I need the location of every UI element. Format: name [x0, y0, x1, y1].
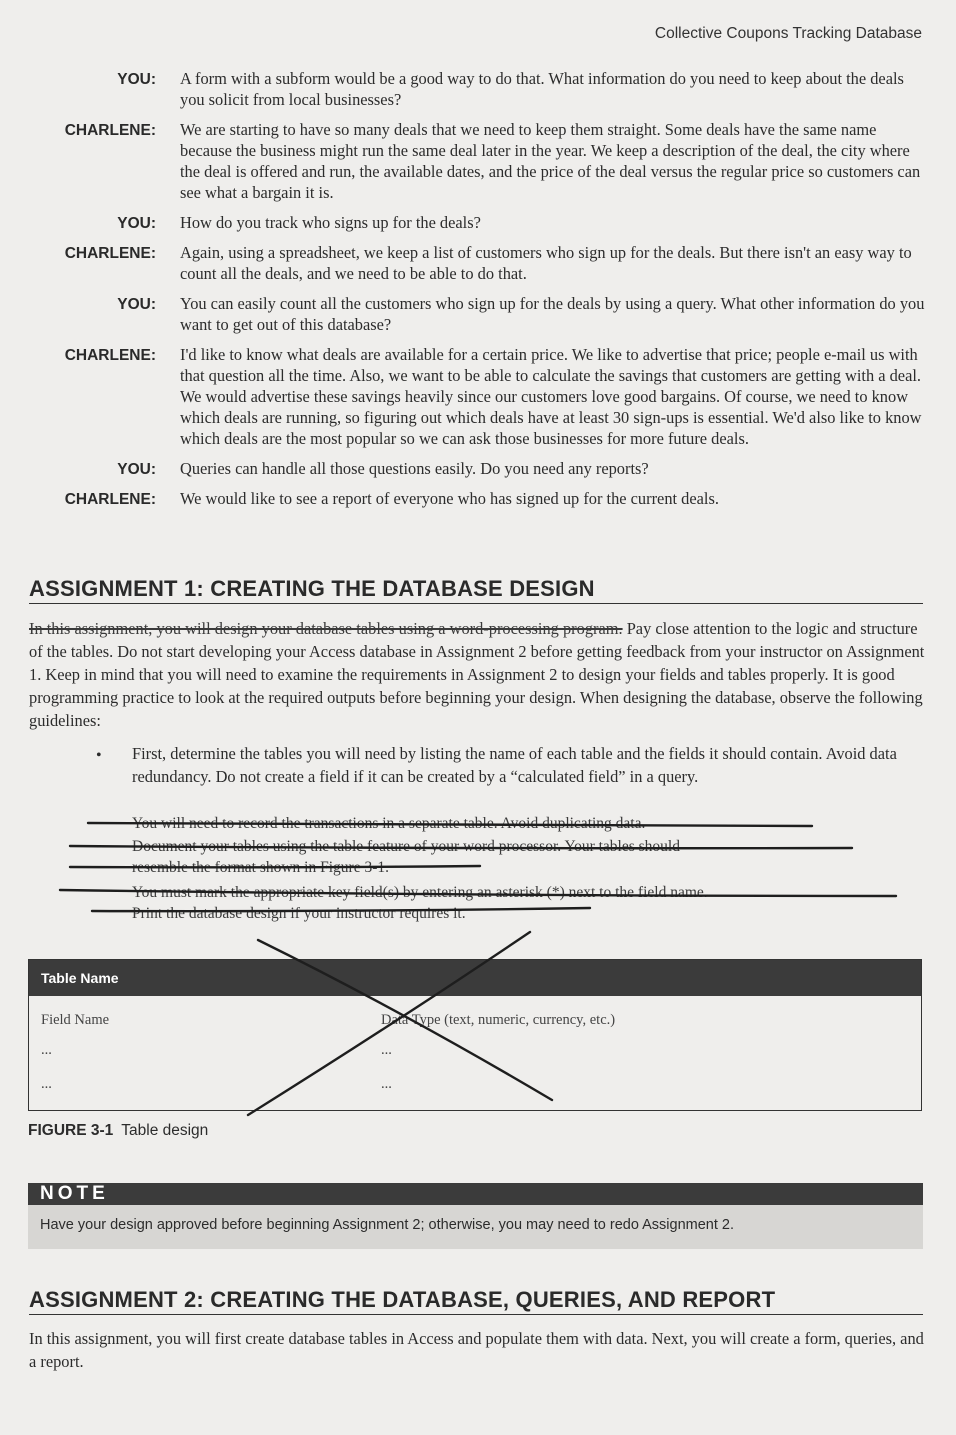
assignment1-intro — [29, 617, 925, 732]
dialogue-text: We are starting to have so many deals that we need to keep them straight. Some deals have the same name because the business might run the same deal later in the year. We keep a description of the deal, the city where the deal is offered and run, the available dates, and the price of the deal versus the regular price so customers can see what a bargain it is. — [180, 120, 921, 202]
intro-rest: Pay close attention to the logic and structure of the tables. Do not start developing your Access database in Assignment 2 before getting feedback from your instructor on Assignment 1. Keep in mind that you will need to examine the requirements in Assignment 2 to design your fields and tables properly. It is good programming practice to look at the required outputs before beginning your design. When designing the database, observe the following guidelines: — [29, 619, 925, 730]
dialogue-line — [0, 344, 956, 449]
dialogue-line — [0, 293, 956, 335]
dialogue-text: How do you track who signs up for the deals? — [180, 213, 481, 232]
dialogue-line — [0, 68, 956, 110]
figure-caption — [28, 1122, 208, 1140]
ellipsis: ... — [381, 1042, 392, 1058]
figure-header: Table Name — [29, 960, 921, 996]
struck-bullet: Document your tables using the table feature of your word processor. Your tables should — [132, 838, 680, 855]
speaker-label: YOU: — [117, 296, 156, 313]
bullet-icon: • — [96, 747, 102, 764]
dialogue-text: Queries can handle all those questions easily. Do you need any reports? — [180, 459, 649, 478]
ellipsis: ... — [41, 1042, 52, 1058]
ellipsis: ... — [381, 1076, 392, 1092]
dialogue-line — [0, 242, 956, 284]
note-text: Have your design approved before beginning Assignment 2; otherwise, you may need to redo Assignment 2. — [28, 1205, 923, 1249]
heading-rule — [29, 603, 923, 604]
assignment2-intro: In this assignment, you will first create database tables in Access and populate them with data. Next, you will create a form, queries, and a report. — [29, 1329, 924, 1371]
ellipsis: ... — [41, 1076, 52, 1092]
speaker-label: CHARLENE: — [64, 347, 156, 364]
speaker-label: CHARLENE: — [64, 245, 156, 262]
running-header: Collective Coupons Tracking Database — [654, 25, 922, 42]
dialogue-line — [0, 212, 956, 233]
speaker-label: CHARLENE: — [64, 122, 156, 139]
struck-bullet: resemble the format shown in Figure 3-1. — [132, 859, 389, 876]
note-label: NOTE — [28, 1183, 923, 1205]
dialogue-section — [0, 68, 956, 518]
heading-rule — [29, 1314, 923, 1315]
struck-bullet: You must mark the appropriate key field(s) by entering an asterisk (*) next to the field name. — [132, 884, 708, 901]
dialogue-line — [0, 119, 956, 203]
dialogue-text: We would like to see a report of everyone who has signed up for the current deals. — [180, 489, 719, 508]
dialogue-text: A form with a subform would be a good way to do that. What information do you need to keep about the deals you solicit from local businesses? — [180, 69, 904, 109]
assignment1-heading: ASSIGNMENT 1: CREATING THE DATABASE DESIGN — [29, 576, 595, 601]
assignment2-heading: ASSIGNMENT 2: CREATING THE DATABASE, QUERIES, AND REPORT — [29, 1287, 776, 1312]
dialogue-text: I'd like to know what deals are available for a certain price. We like to advertise that price; people e-mail us with that question all the time. Also, we want to be able to calculate the savings that customers are getting with a deal. We would advertise these savings heavily since our customers love good bargains. Of course, we need to know which deals are running, so figuring out which deals have at least 30 sign-ups is essential. We'd also like to know which deals are the most popular so we can ask those businesses for more future deals. — [180, 345, 922, 448]
bullet-main: First, determine the tables you will need by listing the name of each table and the fields it should contain. Avoid data redundancy. Do not create a field if it can be created by a “calculated field” in a query. — [132, 744, 897, 786]
dialogue-line — [0, 488, 956, 509]
dialogue-line — [0, 458, 956, 479]
speaker-label: YOU: — [117, 461, 156, 478]
struck-bullet: You will need to record the transactions in a separate table. Avoid duplicating data. — [132, 815, 646, 832]
speaker-label: YOU: — [117, 71, 156, 88]
table-design-figure — [28, 959, 922, 1111]
dialogue-text: Again, using a spreadsheet, we keep a list of customers who sign up for the deals. But there isn't an easy way to count all the deals, and we need to be able to do that. — [180, 243, 912, 283]
struck-intro: In this assignment, you will design your database tables using a word-processing program. — [29, 619, 623, 638]
caption-text: Table design — [121, 1122, 209, 1139]
struck-bullet: Print the database design if your instructor requires it. — [132, 905, 466, 922]
data-type-label: Data Type (text, numeric, currency, etc.) — [381, 1012, 616, 1028]
dialogue-text: You can easily count all the customers who sign up for the deals by using a query. What other information do you want to get out of this database? — [180, 294, 925, 334]
speaker-label: CHARLENE: — [64, 491, 156, 508]
caption-label: FIGURE 3-1 — [28, 1122, 114, 1139]
field-name-label: Field Name — [41, 1012, 110, 1028]
speaker-label: YOU: — [117, 215, 156, 232]
